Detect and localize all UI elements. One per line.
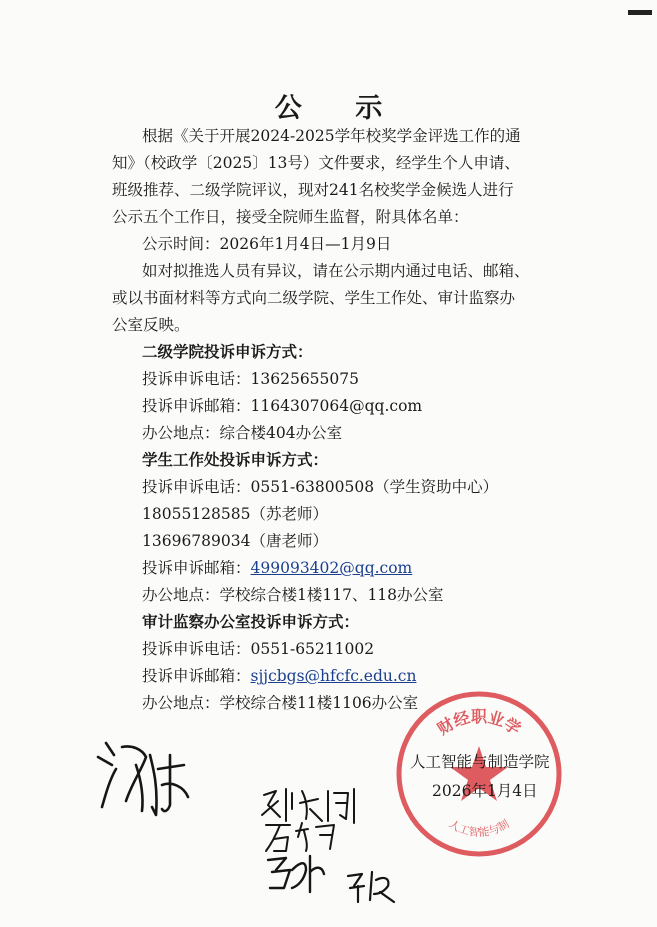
paragraph-line: 公室反映。 xyxy=(112,316,190,334)
paragraph-line: 知》（校政学〔2025〕13号）文件要求，经学生个人申请、 xyxy=(112,154,520,172)
email-label: 投诉申诉邮箱： xyxy=(142,667,251,685)
handwritten-signature-3 xyxy=(262,817,352,855)
contact-email xyxy=(142,558,412,578)
handwritten-signature-4 xyxy=(262,852,332,894)
office-location: 办公地点：学校综合楼11楼1106办公室 xyxy=(142,694,419,712)
contact-email xyxy=(142,396,422,416)
email-label: 投诉申诉邮箱： xyxy=(142,559,251,577)
paragraph-line: 公示五个工作日，接受全院师生监督，附具体名单： xyxy=(112,208,469,226)
paragraph-line: 如对拟推选人员有异议，请在公示期内通过电话、邮箱、 xyxy=(142,262,530,280)
handwritten-signature-5 xyxy=(344,866,404,906)
email-link[interactable]: 499093402@qq.com xyxy=(250,559,413,577)
corner-mark xyxy=(628,10,652,15)
paragraph-line: 根据《关于开展2024-2025学年校奖学金评选工作的通 xyxy=(142,127,521,145)
section-heading-college: 二级学院投诉申诉方式： xyxy=(142,342,313,361)
contact-email xyxy=(142,666,416,686)
phone-value: 0551-65211002 xyxy=(250,640,375,658)
notice-period: 公示时间：2026年1月4日—1月9日 xyxy=(142,235,392,253)
section-heading-audit: 审计监察办公室投诉申诉方式： xyxy=(142,612,360,631)
stamp-text-top: 财经职业学 xyxy=(433,707,525,739)
office-location: 办公地点：学校综合楼1楼117、118办公室 xyxy=(142,586,444,604)
issue-date: 2026年1月4日 xyxy=(432,782,538,800)
email-label: 投诉申诉邮箱： xyxy=(142,397,251,415)
phone-value: 0551-63800508（学生资助中心） xyxy=(250,478,499,496)
issuer-name: 人工智能与制造学院 xyxy=(410,753,550,771)
notice-title: 公 示 xyxy=(274,93,405,124)
contact-phone-extra: 13696789034（唐老师） xyxy=(142,532,328,550)
stamp-text-bottom: 人工智能与制 xyxy=(446,817,512,840)
email-link[interactable]: sjjcbgs@hfcfc.edu.cn xyxy=(250,667,417,685)
office-location: 办公地点：综合楼404办公室 xyxy=(142,424,343,442)
handwritten-signature-1 xyxy=(92,735,202,825)
contact-phone-extra: 18055128585（苏老师） xyxy=(142,505,328,523)
contact-phone xyxy=(142,369,359,389)
contact-phone xyxy=(142,477,498,497)
section-heading-student-affairs: 学生工作处投诉申诉方式： xyxy=(142,450,329,469)
paragraph-line: 或以书面材料等方式向二级学院、学生工作处、审计监察办 xyxy=(112,289,516,307)
phone-label: 投诉申诉电话： xyxy=(142,478,251,496)
phone-label: 投诉申诉电话： xyxy=(142,640,251,658)
contact-phone xyxy=(142,639,374,659)
phone-value: 13625655075 xyxy=(250,370,359,388)
official-stamp-icon xyxy=(393,688,565,860)
phone-label: 投诉申诉电话： xyxy=(142,370,251,388)
paragraph-line: 班级推荐、二级学院评议，现对241名校奖学金候选人进行 xyxy=(112,181,514,199)
email-value: 1164307064@qq.com xyxy=(250,397,423,415)
